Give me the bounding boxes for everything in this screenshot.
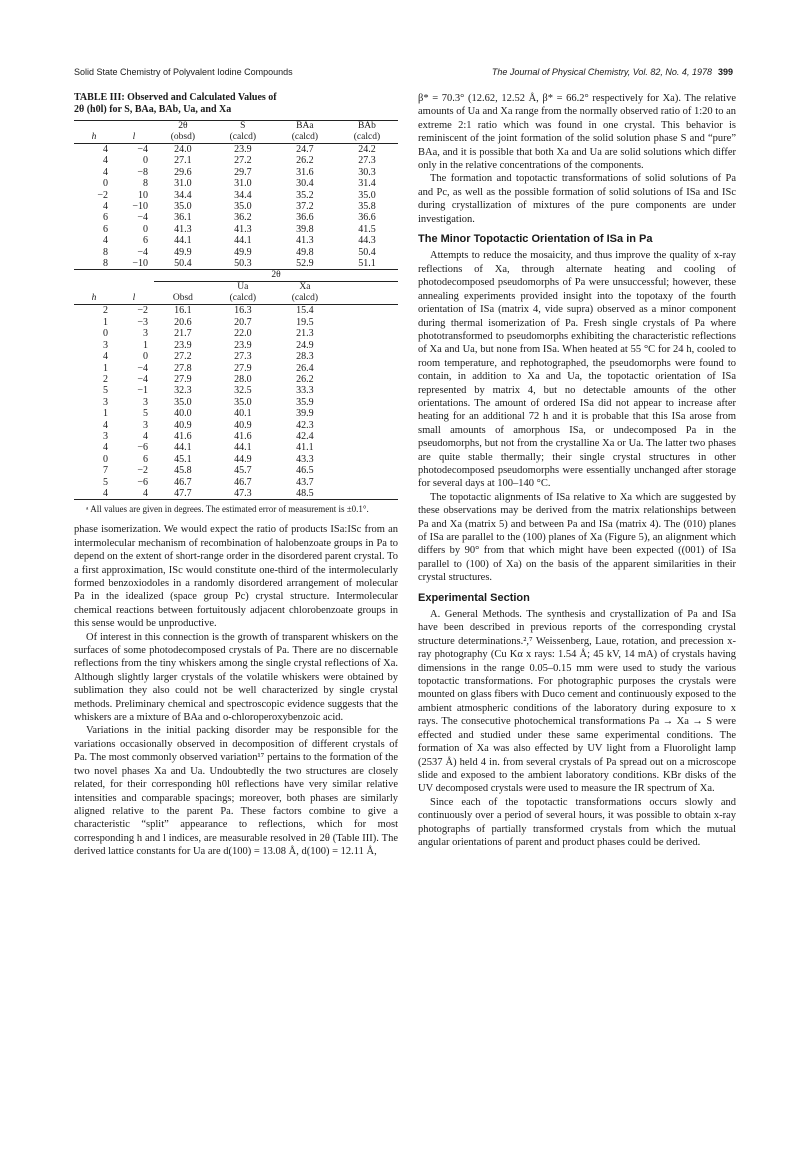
table-cell: 36.6	[296, 212, 314, 224]
table-cell: 49.8	[296, 246, 314, 258]
table-cell: 41.1	[296, 442, 314, 454]
paragraph: Attempts to reduce the mosaicity, and thus improve the quality of x-ray reflections of Xa, through alternate heating and cooling of photodecomposed pseudomorphs of Pa were unsuccessful; however, these annealing experiments provided insight into the topotaxy of the fourth orientation of ISa (matrix 4, vide supra) observed as a minor component during thermal isomerization of Pa. Fresh single crystals of Pa where phototransformed to pseudomorphs exhibiting the characteristic reflections of Xa and Ua, but none from ISa. When heated at 55 °C for 24 h, cooled to room temperature, and rephotographed, the pseudomorphs were found to contain, in addition to Xa and Ua, the topotactic orientation of ISa represented by matrix 4, but no detectable amounts of the other orientations. The amount of ordered ISa did not appear to increase after heating for an additional 72 h and it is probable that this ISa arose from small amounts of amorphous ISa, or undecomposed Pa in the pseudomorphs, but not from the crystalline Xa or Ua. The latter two phases are quite stable thermally; their single crystal structures in other photodecomposed pseudomorphs were essentially unchanged after storage for several days at 100–140 °C.	[418, 250, 736, 490]
table-cell: 3	[103, 430, 108, 442]
table-cell: 28.3	[296, 351, 314, 363]
table-title	[74, 92, 398, 116]
table-cell: 43.7	[296, 476, 314, 488]
table-cell	[336, 488, 398, 500]
table-cell: 44.1	[234, 442, 252, 454]
table-cell: 4	[103, 201, 108, 213]
table-cell: 21.7	[174, 328, 192, 340]
section-heading: Experimental Section	[418, 591, 530, 604]
table-cell: −6	[137, 476, 148, 488]
table-cell	[336, 385, 398, 396]
running-head-title: Solid State Chemistry of Polyvalent Iodine Compounds	[74, 67, 293, 77]
table-cell: 35.2	[296, 189, 314, 201]
table-cell: 4	[143, 430, 148, 442]
section-heading: The Minor Topotactic Orientation of ISa in Pa	[418, 233, 653, 246]
table-cell: 4	[103, 235, 108, 247]
col-header-s: S	[212, 121, 274, 133]
table-cell: 3	[103, 339, 108, 351]
table-cell: −2	[97, 189, 108, 201]
table-cell	[336, 317, 398, 328]
table-cell: 32.3	[174, 385, 192, 397]
table-cell: 47.7	[154, 488, 212, 500]
right-column	[418, 92, 736, 849]
table-cell	[336, 465, 398, 476]
table-cell: 23.9	[174, 339, 192, 351]
col-header-l: l	[114, 293, 154, 305]
table-cell: 5	[103, 385, 108, 397]
paragraph: A. General Methods. The synthesis and crystallization of Pa and ISa have been described in previous reports of the corresponding crystal structure determinations.²,⁷ Weissenberg, Laue, rotation, and precession x-ray photography (Cu Kα x rays: 1.54 Å; 45 kV, 14 mA) of crystals having dimensions in the range 0.05–0.15 mm were used to study the various topotactic transformations. For photographic purposes the crystals were mounted on glass fibers with Duco cement and continuously exposed to the ambient atmospheric conditions of the laboratory during exposure to x rays. The consecutive photochemical transformations Pa → Xa → S were effected and studied under these same experimental conditions. The formation of Xa was also effected by UV light from a Fluorolight lamp (2537 Å) held 4 in. from several crystals of Pa spread out on a microscope slide and exposed to the ambient laboratory conditions. KBr disks of the UV decomposed crystals were used to measure the IR spectrum of Xa.	[418, 609, 736, 795]
table-cell: 23.9	[234, 339, 252, 351]
table-cell: 50.3	[212, 258, 274, 270]
table-cell: 33.3	[296, 385, 314, 397]
table-cell	[336, 420, 398, 431]
table-cell	[336, 431, 398, 442]
col-header-calcd: (calcd)	[336, 132, 398, 144]
col-header-2theta: 2θ	[154, 270, 398, 282]
table-cell: 41.3	[234, 223, 252, 235]
table-cell: 8	[103, 246, 108, 258]
table-cell: 35.0	[358, 189, 376, 201]
table-cell	[336, 340, 398, 351]
table-cell: 3	[143, 396, 148, 408]
table-cell: 20.7	[234, 316, 252, 328]
table-cell: 20.6	[174, 316, 192, 328]
table-cell: 39.9	[296, 408, 314, 420]
table-cell: 26.2	[296, 373, 314, 385]
table-cell: 4	[103, 155, 108, 167]
table-cell: 36.6	[358, 212, 376, 224]
table-cell: 22.0	[234, 328, 252, 340]
table-cell: 27.2	[234, 155, 252, 167]
table-cell: 24.7	[296, 144, 314, 155]
table-cell	[336, 374, 398, 385]
paragraph: phase isomerization. We would expect the ratio of products ISa:ISc from an intermolecular mechanism of recombination of halobenzoate groups in Pa to depend on the extent of short-range order in the disordered parent crystal. To a first approximation, ISc would constitute one-third of the intermolecularly formed benzoxiodoles in a randomly disordered arrangement of molecular Pa in the idealized (space group Pc) crystal structure. Intermolecular chemical reactions between fortuitously adjacent chlorobenzoate groups in this sense would be unproductive.	[74, 524, 398, 630]
table-cell: 40.1	[234, 408, 252, 420]
table-cell: 4	[74, 488, 114, 500]
table-footnote: ᵃ All values are given in degrees. The estimated error of measurement is ±0.1°.	[86, 504, 369, 515]
table-cell	[336, 328, 398, 339]
table-cell: 31.0	[234, 178, 252, 190]
col-header-calcd: (calcd)	[274, 293, 336, 305]
table-row	[74, 235, 398, 246]
table-row	[74, 144, 398, 156]
table-cell: 6	[103, 223, 108, 235]
left-body-text	[74, 523, 398, 858]
col-header-h: h	[74, 293, 114, 305]
table-cell: 51.1	[336, 258, 398, 270]
table-cell: 44.3	[358, 235, 376, 247]
table-cell: 44.1	[234, 235, 252, 247]
table-row	[74, 351, 398, 362]
table-cell: 44.1	[174, 235, 192, 247]
table-row	[74, 190, 398, 201]
page-number: 399	[717, 67, 733, 77]
table-cell: 41.6	[174, 430, 192, 442]
col-header-bab: BAb	[336, 121, 398, 133]
table-cell: 36.2	[234, 212, 252, 224]
paragraph: The formation and topotactic transformations of solid solutions of Pa and Pc, as well as the possible formation of solid solutions of ISa and ISc during crystallization of mixtures of the pure components are under investigation.	[418, 173, 736, 225]
table-cell: 50.4	[154, 258, 212, 270]
table-cell: −4	[137, 144, 148, 155]
table-cell: 49.9	[174, 246, 192, 258]
table-cell: 32.5	[234, 385, 252, 397]
table-cell: 30.4	[296, 178, 314, 190]
table-row	[74, 328, 398, 339]
table-cell: 0	[143, 351, 148, 363]
table-cell: 3	[103, 396, 108, 408]
running-head	[74, 67, 733, 81]
table-cell: 4	[103, 166, 108, 178]
table-part-1-body	[74, 144, 398, 270]
table-cell: 45.7	[234, 465, 252, 477]
table-part-2-body	[74, 305, 398, 500]
table-cell: 19.5	[296, 316, 314, 328]
table-cell: 31.6	[296, 166, 314, 178]
col-header-2theta: 2θ	[154, 121, 212, 133]
paragraph: Of interest in this connection is the growth of transparent whiskers on the surfaces of some photodecomposed crystals of Pa. There are no discernable reflections from the tiny whiskers among the single crystal reflections of Xa. Although slightly larger crystals of the volatile whiskers were obtained by sublimation they also could not be well characterized by single crystal methods. Preliminary chemical and spectroscopic evidence suggests that the whiskers are a mixture of BAa and o-chloroperoxybenzoic acid.	[74, 631, 398, 724]
table-cell: −4	[137, 373, 148, 385]
table-cell: 6	[143, 235, 148, 247]
col-header-xa: Xa	[299, 282, 311, 293]
col-header-l: l	[114, 132, 154, 144]
table-cell: 1	[103, 408, 108, 420]
table-cell: 44.9	[234, 453, 252, 465]
table-cell	[336, 397, 398, 408]
table-row	[74, 317, 398, 328]
left-column	[74, 92, 398, 859]
table-cell: 29.6	[174, 166, 192, 178]
table-cell: −2	[137, 305, 148, 317]
table-cell: 40.9	[234, 419, 252, 431]
table-cell: 31.4	[358, 178, 376, 190]
table-cell: 35.0	[234, 201, 252, 213]
table-cell: 47.3	[212, 488, 274, 500]
journal-citation: The Journal of Physical Chemistry, Vol. 82, No. 4, 1978	[491, 67, 712, 77]
table-cell: 52.9	[274, 258, 336, 270]
table-cell: 5	[143, 408, 148, 420]
table-cell: 44.1	[174, 442, 192, 454]
table-cell: 45.8	[174, 465, 192, 477]
table-cell: 15.4	[296, 305, 314, 317]
table-cell: 35.0	[234, 396, 252, 408]
table-cell: 40.9	[174, 419, 192, 431]
table-cell: 0	[143, 155, 148, 167]
table-row	[74, 408, 398, 419]
table-cell: 4	[103, 419, 108, 431]
table-row	[74, 167, 398, 178]
table-cell: 4	[103, 442, 108, 454]
table-cell: −4	[137, 362, 148, 374]
table-cell: 46.7	[234, 476, 252, 488]
table-cell: 8	[143, 178, 148, 190]
col-header-ua: Ua	[237, 282, 249, 293]
table-row	[74, 374, 398, 385]
table-cell: 31.0	[174, 178, 192, 190]
paragraph: Since each of the topotactic transformations occurs slowly and continuously over a period of several hours, it was possible to obtain x-ray photographs of partially transformed crystals from which the mutual angular orientations of parent and product phases could be derived.	[418, 796, 736, 848]
table-row	[74, 224, 398, 235]
running-head-journal	[492, 67, 733, 77]
table-row	[74, 420, 398, 431]
table-row	[74, 155, 398, 166]
table-cell: 27.1	[174, 155, 192, 167]
table-row	[74, 178, 398, 189]
col-header-calcd: (calcd)	[274, 132, 336, 144]
table-cell: 2	[103, 305, 108, 317]
table-cell: 3	[143, 328, 148, 340]
table-cell	[336, 454, 398, 465]
col-header-h: h	[74, 132, 114, 144]
table-cell: 42.3	[296, 419, 314, 431]
table-title-line-2: 2θ (h0l) for S, BAa, BAb, Ua, and Xa	[74, 104, 232, 115]
table-cell: 49.9	[234, 246, 252, 258]
table-cell: 4	[103, 351, 108, 363]
table-cell: 1	[103, 362, 108, 374]
table-cell: 27.9	[234, 362, 252, 374]
col-header-obsd: Obsd	[154, 293, 212, 305]
col-header-calcd: (calcd)	[212, 293, 274, 305]
table-row	[74, 465, 398, 476]
table-row	[74, 212, 398, 223]
table-cell: 35.0	[174, 201, 192, 213]
table-cell: 30.3	[358, 166, 376, 178]
col-header-calcd: (calcd)	[212, 132, 274, 144]
table-cell: 0	[103, 453, 108, 465]
table-cell: 28.0	[234, 373, 252, 385]
paragraph: β* = 70.3° (12.62, 12.52 Å, β* = 66.2° respectively for Xa). The relative amounts of Ua and Xa range from the normally observed ratio of 1:20 to an extreme 2:1 ratio which was found in one crystal. This behavior is reminiscent of the joint formation of the solid solution phase S and “pure” BAa, and it is possible that both Xa and Ua are solid solutions which differ only in the relative concentrations of the components.	[418, 93, 736, 172]
table-cell: 46.5	[296, 465, 314, 477]
paragraph: The topotactic alignments of ISa relative to Xa which are suggested by these observations may be derived from the matrix relationships between Pa and Xa (matrix 5) and between Pa and ISa (matrix 4). The (010) planes of ISa are parallel to the (100) planes of Xa (Figure 5), an alignment which differs by 90° from that which might have been expected ((001) of ISa parallel to (100) of Xa) on the basis of the apparent similarities in their crystal structures.	[418, 491, 736, 584]
table-cell: 46.7	[174, 476, 192, 488]
table-cell: 21.3	[296, 328, 314, 340]
col-header-baa: BAa	[274, 121, 336, 133]
table-cell: 26.4	[296, 362, 314, 374]
table-cell: 50.4	[358, 246, 376, 258]
table-cell: 45.1	[174, 453, 192, 465]
table-cell: 4	[103, 144, 108, 155]
table-cell: 42.4	[296, 430, 314, 442]
table-cell: −8	[137, 166, 148, 178]
table-cell: 35.8	[358, 201, 376, 213]
table-row	[74, 477, 398, 488]
table-cell: 35.9	[296, 396, 314, 408]
table-iii	[74, 120, 398, 500]
table-row	[74, 363, 398, 374]
table-cell: 29.7	[234, 166, 252, 178]
table-row	[74, 442, 398, 453]
table-cell: −10	[114, 258, 154, 270]
table-cell: 0	[103, 328, 108, 340]
table-cell: −6	[137, 442, 148, 454]
table-row	[74, 258, 398, 270]
table-row	[74, 385, 398, 396]
table-cell: 6	[143, 453, 148, 465]
table-cell: −1	[137, 385, 148, 397]
table-cell: 41.3	[296, 235, 314, 247]
table-cell: 4	[114, 488, 154, 500]
table-cell: 34.4	[174, 189, 192, 201]
table-cell: 16.3	[234, 305, 252, 317]
table-cell: 27.2	[174, 351, 192, 363]
table-cell: 10	[138, 189, 148, 201]
table-row	[74, 488, 398, 500]
col-header-obsd: (obsd)	[154, 132, 212, 144]
table-cell: 1	[103, 316, 108, 328]
table-cell	[336, 351, 398, 362]
table-cell: 39.8	[296, 223, 314, 235]
table-cell: 40.0	[174, 408, 192, 420]
table-cell	[336, 442, 398, 453]
table-cell: 37.2	[296, 201, 314, 213]
table-cell: −4	[137, 212, 148, 224]
table-cell: 41.6	[234, 430, 252, 442]
table-cell: 27.3	[358, 155, 376, 167]
table-row	[74, 247, 398, 258]
table-cell: 34.4	[234, 189, 252, 201]
table-cell: 23.9	[234, 144, 252, 155]
table-row	[74, 305, 398, 317]
table-cell: 27.3	[234, 351, 252, 363]
table-cell: 35.0	[174, 396, 192, 408]
table-cell	[336, 363, 398, 374]
table-cell: −4	[137, 246, 148, 258]
table-cell	[336, 408, 398, 419]
table-cell: 36.1	[174, 212, 192, 224]
table-cell: 27.8	[174, 362, 192, 374]
table-row	[74, 397, 398, 408]
table-row	[74, 340, 398, 351]
table-row	[74, 201, 398, 212]
table-cell: 43.3	[296, 453, 314, 465]
table-cell: 3	[143, 419, 148, 431]
table-cell: −2	[137, 465, 148, 477]
table-cell: 41.3	[174, 223, 192, 235]
table-cell: 2	[103, 373, 108, 385]
table-cell: −3	[137, 316, 148, 328]
table-title-line-1: TABLE III: Observed and Calculated Values of	[74, 92, 277, 103]
table-cell: 26.2	[296, 155, 314, 167]
table-cell: 6	[103, 212, 108, 224]
table-cell: 24.2	[358, 144, 376, 155]
table-cell: −10	[132, 201, 148, 213]
table-cell: 41.5	[358, 223, 376, 235]
table-cell: 16.1	[174, 305, 192, 317]
table-cell: 0	[103, 178, 108, 190]
table-cell: 1	[143, 339, 148, 351]
table-cell: 0	[143, 223, 148, 235]
table-cell	[336, 477, 398, 488]
table-cell: 24.0	[174, 144, 192, 155]
paragraph: Variations in the initial packing disorder may be responsible for the variations occasionally observed in decomposition of different crystals of Pa. The most commonly observed variation¹⁷ pertains to the formation of the two novel phases Xa and Ua. Undoubtedly the two structures are closely related, for their corresponding h0l reflections have very similar relative intensities and comparable spacings; moreover, both phases are similarly aligned relative to the parent Pa. These factors combine to give a characteristic “split” appearance to reflections, which for most corresponding h and l indices, are measurable resolved in 2θ (Table III). The derived lattice constants for Ua are d(100) = 13.08 Å, d(100) = 12.11 Å,	[74, 725, 398, 858]
table-cell: 5	[103, 476, 108, 488]
table-cell: 27.9	[174, 373, 192, 385]
table-cell	[336, 305, 398, 317]
table-cell: 8	[74, 258, 114, 270]
table-row	[74, 431, 398, 442]
table-cell: 24.9	[296, 339, 314, 351]
table-cell: 48.5	[274, 488, 336, 500]
table-cell: 7	[103, 465, 108, 477]
table-row	[74, 454, 398, 465]
